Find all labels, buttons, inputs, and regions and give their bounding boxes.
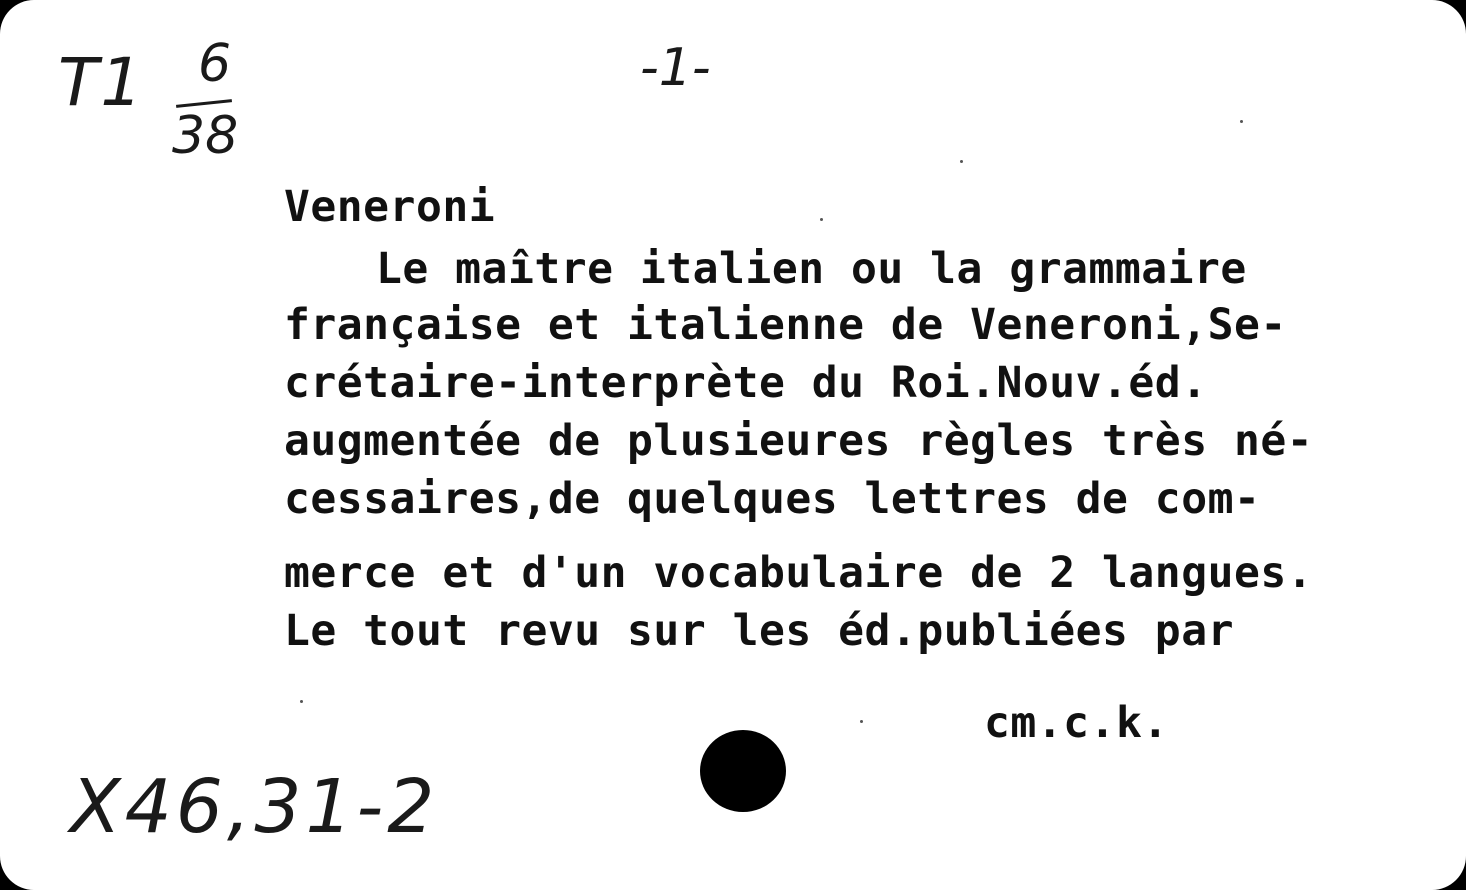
- title-line: merce et d'un vocabulaire de 2 langues.: [284, 548, 1314, 598]
- title-line: augmentée de plusieures règles très né-: [284, 416, 1314, 466]
- continuation-mark: cm.c.k.: [984, 698, 1169, 748]
- title-line: Le tout revu sur les éd.publiées par: [284, 606, 1234, 656]
- shelf-fraction: [168, 34, 252, 168]
- paper-speck: [820, 218, 823, 221]
- page-marker: -1-: [640, 38, 711, 98]
- title-line: crétaire-interprète du Roi.Nouv.éd.: [284, 358, 1208, 408]
- title-line: cessaires,de quelques lettres de com-: [284, 474, 1261, 524]
- punch-hole: [700, 730, 786, 812]
- author-heading: Veneroni: [284, 182, 496, 232]
- paper-speck: [960, 160, 963, 163]
- title-line: Le maître italien ou la grammaire: [376, 244, 1247, 294]
- paper-speck: [300, 700, 303, 703]
- paper-speck: [1240, 120, 1243, 123]
- title-line: française et italienne de Veneroni,Se-: [284, 300, 1287, 350]
- shelf-code: T1: [58, 44, 145, 121]
- inventory-code: X46,31-2: [70, 764, 439, 850]
- shelf-fraction-numerator: 6: [198, 34, 232, 94]
- shelf-fraction-denominator: 38: [172, 106, 239, 166]
- paper-speck: [860, 720, 863, 723]
